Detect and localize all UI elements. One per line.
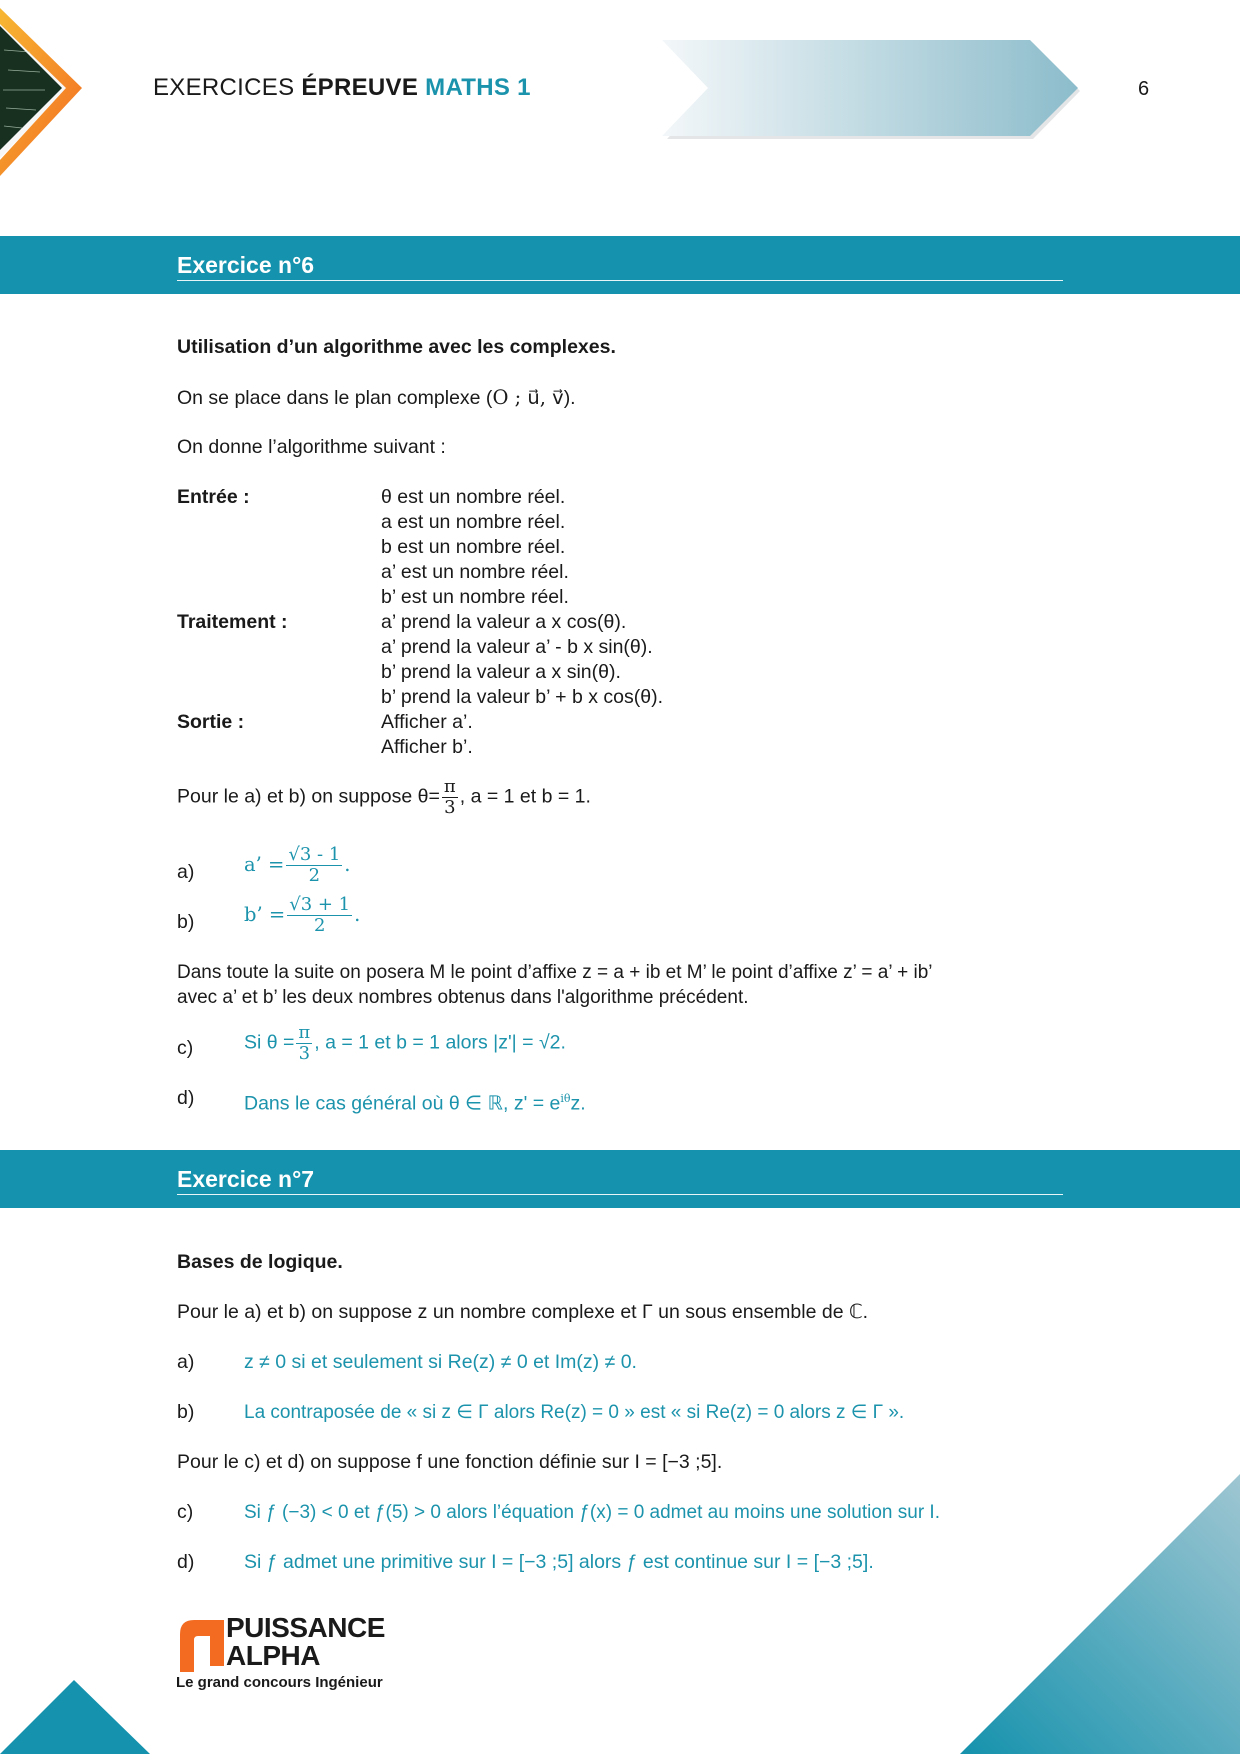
- exercise7-q-d-label: d): [177, 1551, 195, 1573]
- corner-decoration-bottom-left: [0, 1678, 150, 1754]
- algo-line: Afficher b’.: [381, 736, 473, 758]
- header-title: EXERCICES ÉPREUVE MATHS 1: [153, 74, 531, 101]
- algo-line: b’ prend la valeur a x sin(θ).: [381, 661, 621, 683]
- algo-label-input: Entrée :: [177, 486, 250, 508]
- algo-line: b est un nombre réel.: [381, 536, 566, 558]
- exercise6-title: Exercice n°6: [177, 252, 1063, 281]
- page-number: 6: [1138, 78, 1150, 100]
- exercise7-q-b-label: b): [177, 1401, 195, 1423]
- algo-line: b’ est un nombre réel.: [381, 586, 569, 608]
- algo-label-process: Traitement :: [177, 611, 288, 633]
- algo-line: a’ est un nombre réel.: [381, 561, 569, 583]
- exercise6-suppose: Pour le a) et b) on suppose θ= $\frac{\pi}{3}$ , a = 1 et b = 1.: [177, 776, 591, 818]
- exercise7-q-a-text: z ≠ 0 si et seulement si Re(z) ≠ 0 et Im(z) ≠ 0.: [244, 1351, 637, 1373]
- exercise6-q-a-text: a’ = $\frac{√3 - 1}{2}$ .: [244, 844, 351, 886]
- exercise7-title: Exercice n°7: [177, 1166, 1063, 1195]
- corner-decoration-top-left: [0, 0, 100, 200]
- logo-line1: PUISSANCE: [226, 1612, 385, 1643]
- algo-line: θ est un nombre réel.: [381, 486, 566, 508]
- exercise7-subtitle: Bases de logique.: [177, 1251, 343, 1273]
- algo-line: Afficher a’.: [381, 711, 473, 733]
- exercise7-q-b-text: La contraposée de « si z ∈ Γ alors Re(z) = 0 » est « si Re(z) = 0 alors z ∈ Γ ».: [244, 1402, 905, 1423]
- brand-mark-icon: [176, 1616, 228, 1674]
- exercise6-intro2: On donne l’algorithme suivant :: [177, 436, 446, 458]
- exercise6-paragraph-line2: avec a’ et b’ les deux nombres obtenus dans l'algorithme précédent.: [177, 987, 749, 1008]
- exercise6-intro1: On se place dans le plan complexe (O ; u⃗, v⃗).: [177, 386, 576, 409]
- algo-line: a’ prend la valeur a’ - b x sin(θ).: [381, 636, 653, 658]
- algo-label-output: Sortie :: [177, 711, 245, 733]
- algo-line: a est un nombre réel.: [381, 511, 566, 533]
- logo-line2: ALPHA: [226, 1640, 320, 1671]
- exercise6-q-d-label: d): [177, 1087, 195, 1109]
- header-arrow-banner: [660, 38, 1090, 142]
- algo-line: b’ prend la valeur b’ + b x cos(θ).: [381, 686, 663, 708]
- exercise6-q-c-label: c): [177, 1037, 194, 1059]
- exercise6-q-b-label: b): [177, 911, 195, 933]
- exercise6-subtitle: Utilisation d’un algorithme avec les complexes.: [177, 336, 616, 358]
- exercise6-q-b-text: b’ = $\frac{√3 + 1}{2}$ .: [244, 894, 361, 936]
- exercise6-q-c-text: Si θ = $\frac{\pi}{3}$ , a = 1 et b = 1 alors |z'| = √2.: [244, 1022, 566, 1064]
- corner-decoration-bottom-right: [960, 1474, 1240, 1754]
- exercise6-paragraph-line1: Dans toute la suite on posera M le point d’affixe z = a + ib et M’ le point d’affixe z’ = a’ + ib’: [177, 962, 933, 983]
- exercise7-intro2: Pour le c) et d) on suppose f une fonction définie sur I = [−3 ;5].: [177, 1451, 723, 1473]
- exercise6-q-a-label: a): [177, 861, 195, 883]
- exercise6-q-d-text: Dans le cas général où θ ∈ ℝ, $z' = e^{i\theta}z$.: [244, 1092, 586, 1115]
- algo-line: a’ prend la valeur a x cos(θ).: [381, 611, 627, 633]
- exercise7-q-d-text: Si ƒ admet une primitive sur I = [−3 ;5] alors ƒ est continue sur I = [−3 ;5].: [244, 1551, 874, 1573]
- logo-tagline: Le grand concours Ingénieur: [176, 1674, 383, 1691]
- exercise7-q-c-text: Si ƒ (−3) < 0 et ƒ(5) > 0 alors l’équation ƒ(x) = 0 admet au moins une solution sur I.: [244, 1502, 940, 1523]
- exercise7-q-c-label: c): [177, 1501, 194, 1523]
- exercise7-q-a-label: a): [177, 1351, 195, 1373]
- exercise7-intro1: Pour le a) et b) on suppose z un nombre complexe et Γ un sous ensemble de ℂ.: [177, 1301, 868, 1323]
